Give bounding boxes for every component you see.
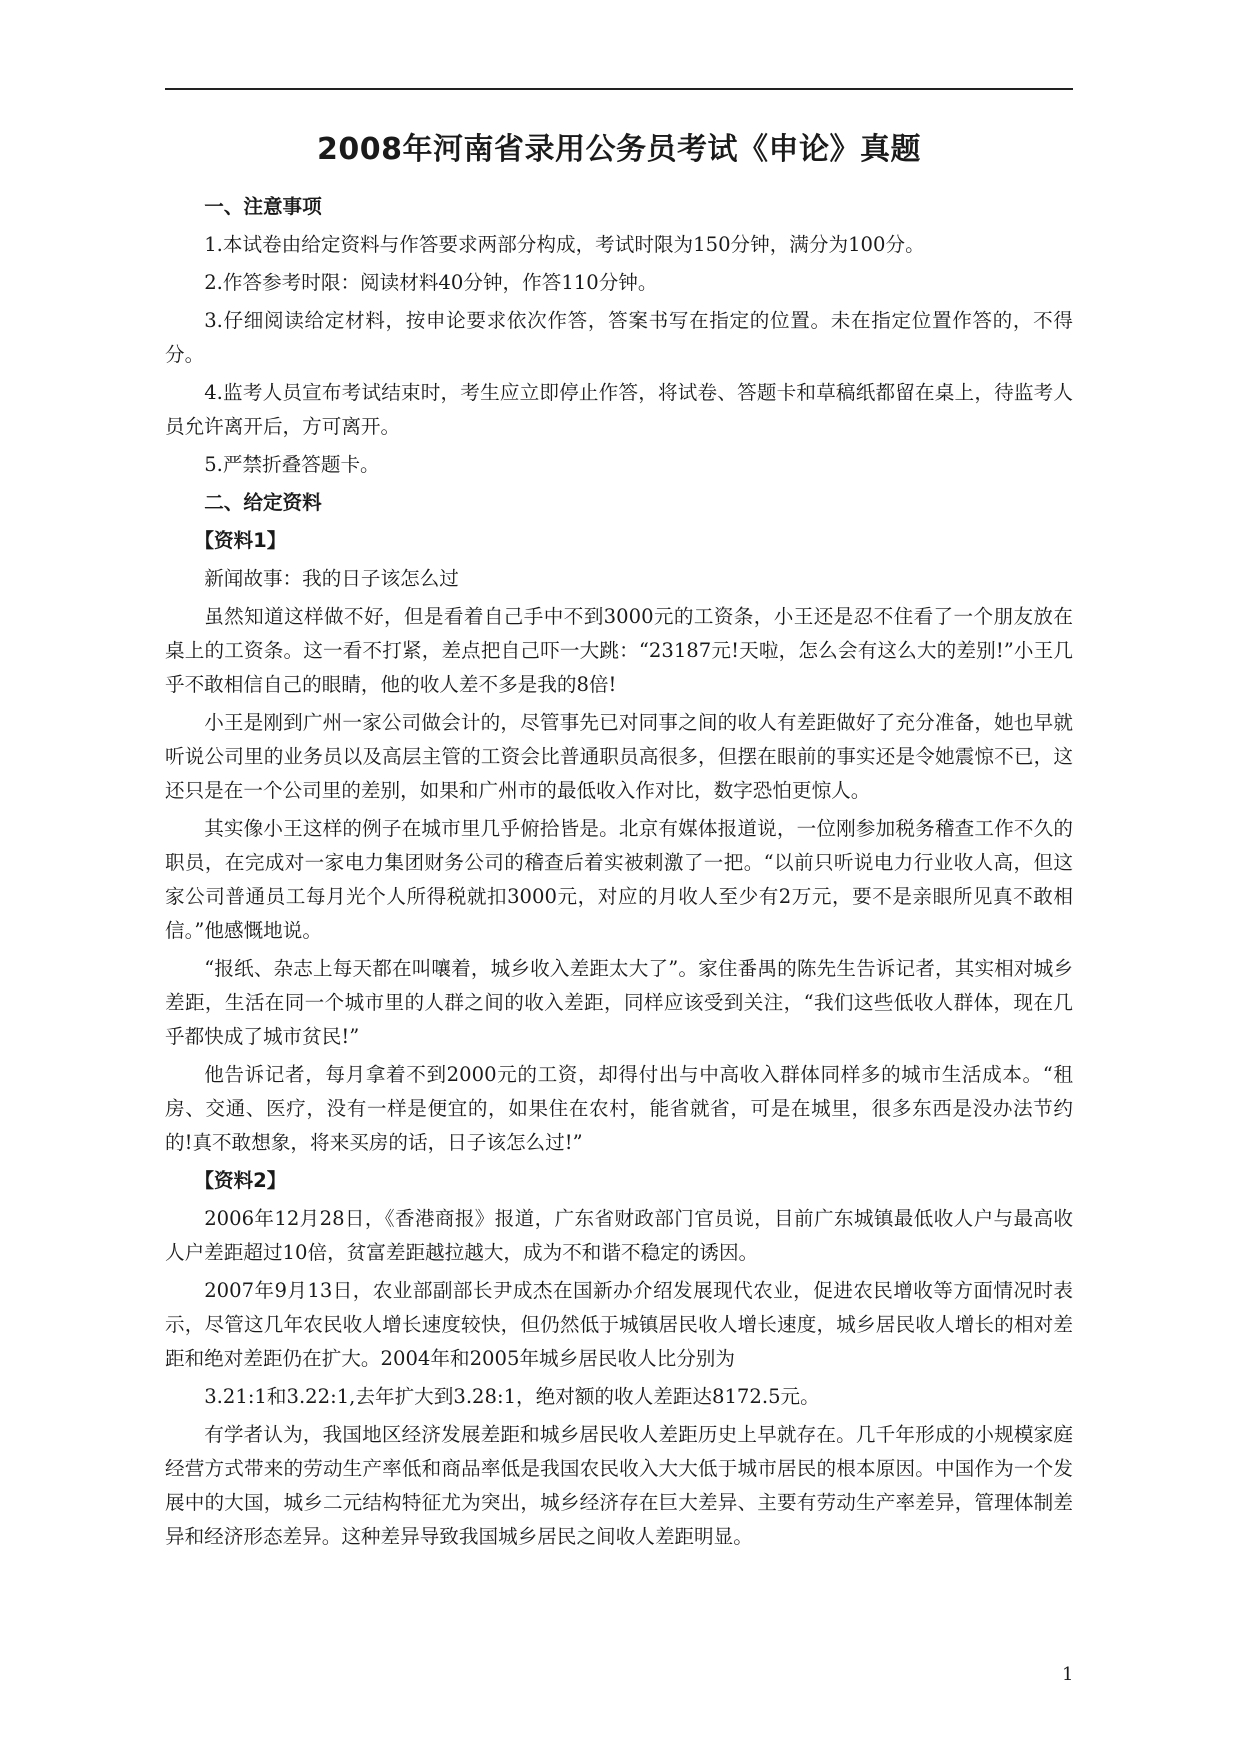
material-paragraph: “报纸、杂志上每天都在叫嚷着，城乡收入差距太大了”。家住番禺的陈先生告诉记者，其实相对城乡差距，生活在同一个城市里的人群之间的收入差距，同样应该受到关注，“我们这些低收人群体，现在几乎都快成了城市贫民!” (165, 957, 1073, 1048)
material-paragraph: 有学者认为，我国地区经济发展差距和城乡居民收人差距历史上早就存在。几千年形成的小规模家庭经营方式带来的劳动生产率低和商品率低是我国农民收入大大低于城市居民的根本原因。中国作为一个发展中的大国，城乡二元结构特征尤为突出，城乡经济存在巨大差异、主要有劳动生产率差异，管理体制差异和经济形态差异。这种差异导致我国城乡居民之间收人差距明显。 (165, 1423, 1073, 1548)
note-item: 5.严禁折叠答题卡。 (204, 453, 380, 476)
section-heading-materials: 二、给定资料 (204, 491, 322, 514)
page-number: 1 (1062, 1664, 1074, 1685)
material-label: 【资料1】 (194, 529, 287, 552)
header-rule (165, 88, 1073, 90)
material-paragraph: 2007年9月13日，农业部副部长尹成杰在国新办介绍发展现代农业，促进农民增收等方面情况时表示，尽管这几年农民收人增长速度较快，但仍然低于城镇居民收人增长速度，城乡居民收人增长的相对差距和绝对差距仍在扩大。2004年和2005年城乡居民收人比分别为 (165, 1279, 1073, 1370)
material-paragraph: 虽然知道这样做不好，但是看着自己手中不到3000元的工资条，小王还是忍不住看了一个朋友放在桌上的工资条。这一看不打紧，差点把自己吓一大跳：“23187元!天啦，怎么会有这么大的差别!”小王几乎不敢相信自己的眼睛，他的收人差不多是我的8倍! (165, 605, 1073, 696)
material-paragraph: 2006年12月28日，《香港商报》报道，广东省财政部门官员说，目前广东城镇最低收人户与最高收人户差距超过10倍，贫富差距越拉越大，成为不和谐不稳定的诱因。 (165, 1207, 1073, 1264)
section-heading-notes: 一、注意事项 (204, 195, 322, 218)
material-label: 【资料2】 (194, 1169, 287, 1192)
material-paragraph: 新闻故事：我的日子该怎么过 (204, 567, 459, 590)
note-item: 2.作答参考时限：阅读材料40分钟，作答110分钟。 (204, 271, 658, 294)
note-item: 3.仔细阅读给定材料，按申论要求依次作答，答案书写在指定的位置。未在指定位置作答的，不得分。 (165, 309, 1073, 366)
material-paragraph: 其实像小王这样的例子在城市里几乎俯拾皆是。北京有媒体报道说，一位刚参加税务稽查工作不久的职员，在完成对一家电力集团财务公司的稽查后着实被刺激了一把。“以前只听说电力行业收人高，但这家公司普通员工每月光个人所得税就扣3000元，对应的月收人至少有2万元，要不是亲眼所见真不敢相信。”他感慨地说。 (165, 817, 1073, 942)
material-paragraph: 3.21:1和3.22:1,去年扩大到3.28:1，绝对额的收人差距达8172.5元。 (204, 1385, 820, 1408)
note-item: 1.本试卷由给定资料与作答要求两部分构成，考试时限为150分钟，满分为100分。 (204, 233, 925, 256)
note-item: 4.监考人员宣布考试结束时，考生应立即停止作答，将试卷、答题卡和草稿纸都留在桌上，待监考人员允许离开后，方可离开。 (165, 381, 1073, 438)
material-paragraph: 小王是刚到广州一家公司做会计的，尽管事先已对同事之间的收人有差距做好了充分准备，她也早就听说公司里的业务员以及高层主管的工资会比普通职员高很多，但摆在眼前的事实还是令她震惊不已，这还只是在一个公司里的差别，如果和广州市的最低收入作对比，数字恐怕更惊人。 (165, 711, 1073, 802)
document-body (165, 190, 1073, 1558)
material-paragraph: 他告诉记者，每月拿着不到2000元的工资，却得付出与中高收入群体同样多的城市生活成本。“租房、交通、医疗，没有一样是便宜的，如果住在农村，能省就省，可是在城里，很多东西是没办法节约的!真不敢想象，将来买房的话，日子该怎么过!” (165, 1063, 1073, 1154)
document-title: 2008年河南省录用公务员考试《申论》真题 (317, 132, 921, 167)
